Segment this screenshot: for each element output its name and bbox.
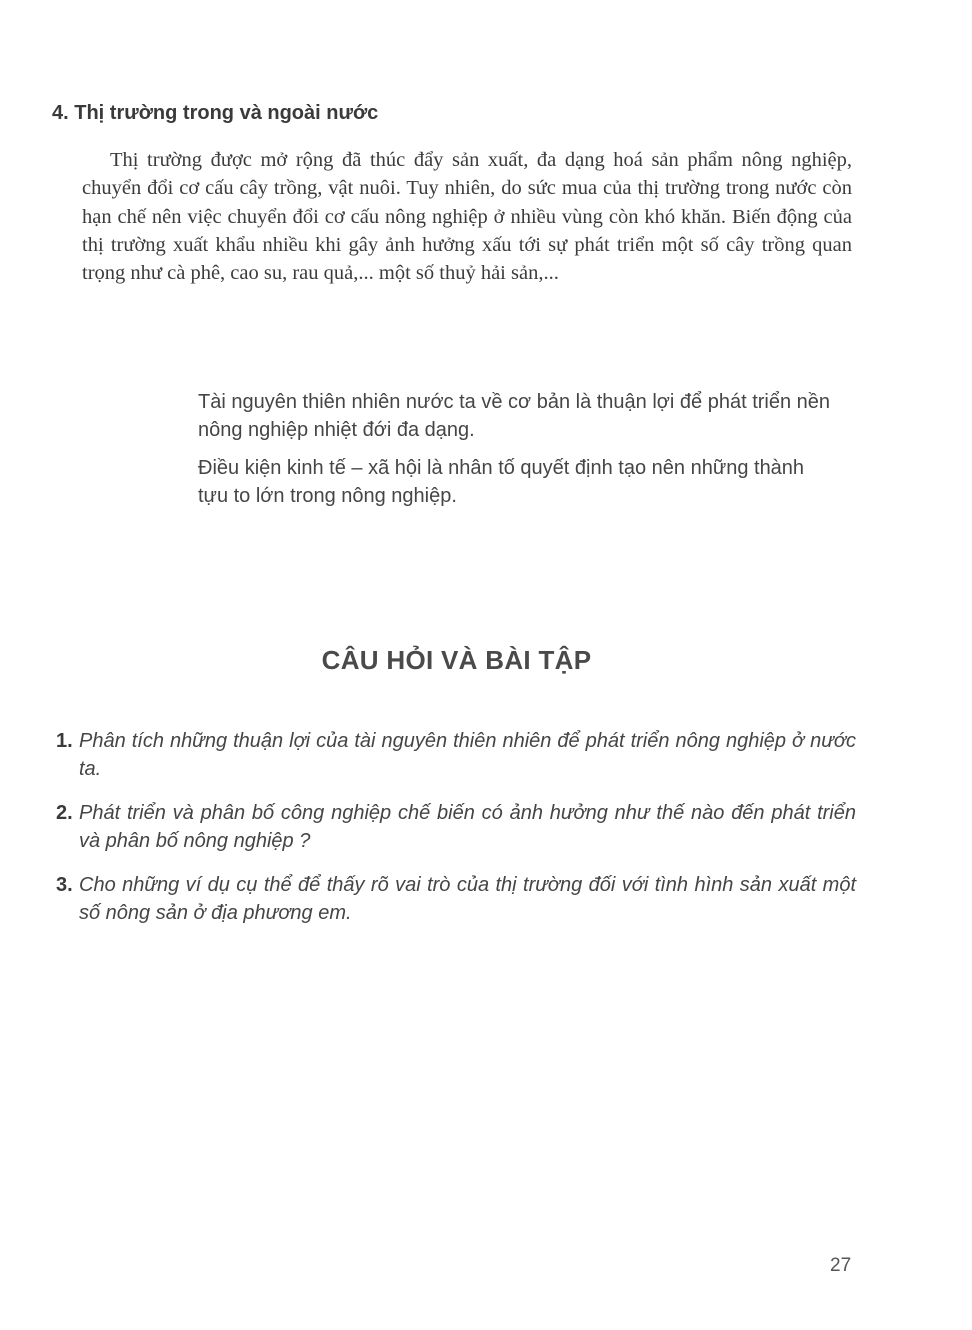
question-item bbox=[56, 727, 856, 783]
summary-paragraph: Tài nguyên thiên nhiên nước ta về cơ bản là thuận lợi để phát triển nền nông nghiệp nhiệt đới đa dạng. bbox=[198, 391, 831, 441]
section-heading: 4. Thị trường trong và ngoài nước bbox=[52, 102, 379, 124]
question-text: Cho những ví dụ cụ thể để thấy rõ vai trò của thị trường đối với tình hình sản xuất một số nông sản ở địa phương em. bbox=[79, 874, 856, 924]
section-body-paragraph: Thị trường được mở rộng đã thúc đẩy sản xuất, đa dạng hoá sản phẩm nông nghiệp, chuyển đổi cơ cấu cây trồng, vật nuôi. Tuy nhiên, do sức mua của thị trường trong nước còn hạn chế nên việc chuyển đổi cơ cấu nông nghiệp ở nhiều vùng còn khó khăn. Biến động của thị trường xuất khẩu nhiều khi gây ảnh hưởng xấu tới sự phát triển một số cây trồng quan trọng như cà phê, cao su, rau quả,... một số thuỷ hải sản,... bbox=[82, 149, 852, 285]
summary-paragraph: Điều kiện kinh tế – xã hội là nhân tố quyết định tạo nên những thành tựu to lớn trong nông nghiệp. bbox=[198, 457, 805, 507]
question-item bbox=[56, 871, 856, 927]
question-number: 1. bbox=[56, 730, 73, 752]
question-list bbox=[56, 727, 856, 943]
summary-box bbox=[198, 388, 838, 520]
question-text: Phân tích những thuận lợi của tài nguyên thiên nhiên để phát triển nông nghiệp ở nước ta. bbox=[79, 730, 856, 780]
question-number: 3. bbox=[56, 874, 73, 896]
question-item bbox=[56, 799, 856, 855]
question-text: Phát triển và phân bố công nghiệp chế biến có ảnh hưởng như thế nào đến phát triển và phân bố nông nghiệp ? bbox=[79, 802, 856, 852]
exercises-title: CÂU HỎI VÀ BÀI TẬP bbox=[321, 645, 592, 675]
page-number: 27 bbox=[830, 1255, 852, 1276]
question-number: 2. bbox=[56, 802, 73, 824]
